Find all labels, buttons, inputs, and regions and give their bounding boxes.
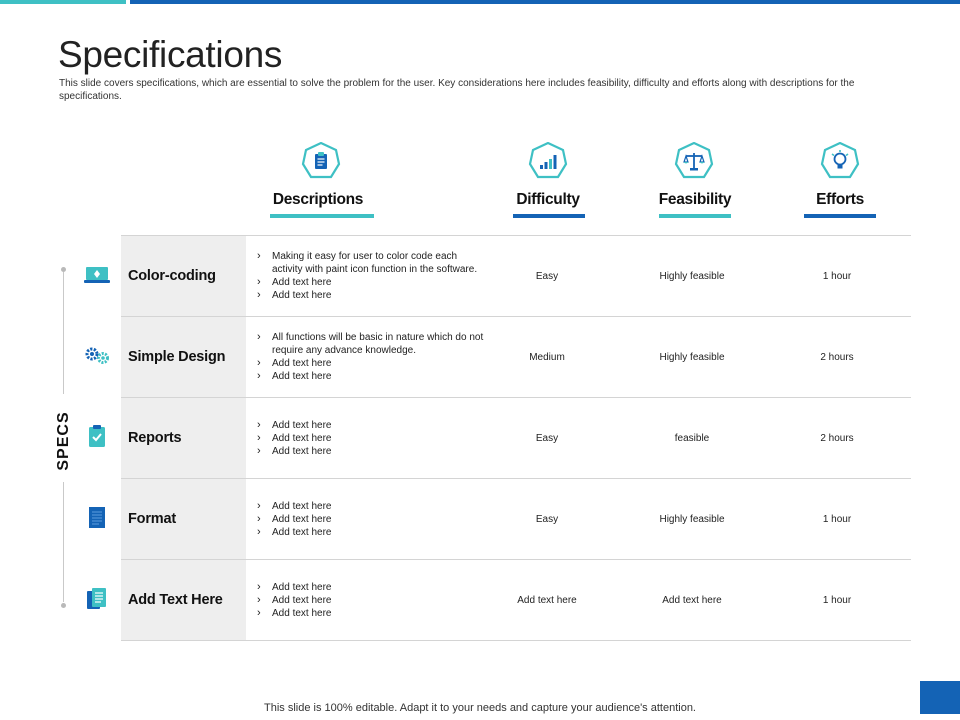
side-line-upper (63, 272, 64, 394)
slide-footer (0, 702, 960, 714)
difficulty-cell: Easy (535, 432, 559, 444)
document-icon (83, 505, 111, 531)
specs-vertical-label: SPECS (55, 411, 72, 471)
efforts-cell: 2 hours (820, 432, 854, 444)
column-underline-descriptions (270, 214, 374, 218)
column-header-feasibility: Feasibility (658, 191, 732, 208)
row-descriptions (254, 560, 484, 640)
gears-icon (83, 343, 111, 369)
table-row (121, 236, 911, 317)
row-label: Reports (128, 430, 182, 446)
description-item: › Add text here (254, 357, 484, 370)
efforts-cell: 1 hour (822, 513, 852, 525)
top-accent-bar-blue (130, 0, 960, 4)
laptop-icon (83, 262, 111, 288)
footer-text: This slide is 100% editable. Adapt it to your needs and capture your audience's attention. (264, 702, 696, 714)
row-label-cell (121, 317, 246, 397)
column-underline-efforts (804, 214, 876, 218)
description-item: › All functions will be basic in nature which do not require any advance knowledge. (254, 331, 484, 357)
description-item: › Making it easy for user to color code each activity with paint icon function in the software. (254, 250, 484, 276)
row-label: Color-coding (128, 268, 216, 284)
description-item: › Add text here (254, 581, 484, 594)
column-header-efforts: Efforts (816, 191, 864, 208)
description-item: › Add text here (254, 500, 484, 513)
difficulty-cell: Easy (535, 513, 559, 525)
feasibility-cell: feasible (674, 432, 710, 444)
description-item: › Add text here (254, 607, 484, 620)
description-item: › Add text here (254, 276, 484, 289)
description-item: › Add text here (254, 594, 484, 607)
table-row (121, 398, 911, 479)
row-label: Add Text Here (128, 592, 223, 608)
table-row (121, 479, 911, 560)
column-underline-feasibility (659, 214, 731, 218)
row-descriptions (254, 236, 484, 316)
row-descriptions (254, 479, 484, 559)
row-label-cell (121, 479, 246, 559)
description-item: › Add text here (254, 526, 484, 539)
table-row (121, 560, 911, 641)
column-header-descriptions: Descriptions (272, 191, 364, 208)
difficulty-cell: Medium (529, 351, 565, 363)
difficulty-cell: Easy (535, 270, 559, 282)
description-item: › Add text here (254, 432, 484, 445)
efforts-cell: 1 hour (822, 594, 852, 606)
table-row (121, 317, 911, 398)
clipboard-icon (301, 142, 341, 182)
row-label-cell (121, 236, 246, 316)
lightbulb-icon (820, 142, 860, 182)
side-line-dot-bottom (61, 603, 66, 608)
description-item: › Add text here (254, 370, 484, 383)
row-label-cell (121, 398, 246, 478)
balance-scale-icon (674, 142, 714, 182)
clipboard-check-icon (83, 424, 111, 450)
description-item: › Add text here (254, 419, 484, 432)
column-header-difficulty: Difficulty (516, 191, 580, 208)
row-label: Format (128, 511, 176, 527)
row-label-cell (121, 560, 246, 640)
feasibility-cell: Highly feasible (659, 351, 725, 363)
feasibility-cell: Add text here (662, 594, 722, 606)
row-descriptions (254, 398, 484, 478)
slide-title: Specifications (58, 34, 283, 75)
description-item: › Add text here (254, 289, 484, 302)
bar-chart-icon (528, 142, 568, 182)
efforts-cell: 1 hour (822, 270, 852, 282)
row-descriptions (254, 317, 484, 397)
side-line-lower (63, 482, 64, 602)
feasibility-cell: Highly feasible (659, 270, 725, 282)
difficulty-cell: Add text here (517, 594, 577, 606)
description-item: › Add text here (254, 513, 484, 526)
description-item: › Add text here (254, 445, 484, 458)
corner-accent-square (920, 681, 960, 714)
top-accent-bar-teal (0, 0, 126, 4)
column-underline-difficulty (513, 214, 585, 218)
efforts-cell: 2 hours (820, 351, 854, 363)
row-label: Simple Design (128, 349, 226, 365)
feasibility-cell: Highly feasible (659, 513, 725, 525)
documents-icon (83, 586, 111, 612)
slide-subtitle: This slide covers specifications, which are essential to solve the problem for the user. Key considerations here includes feasibility, difficulty and efforts along with descriptions for the specifications. (59, 78, 855, 102)
